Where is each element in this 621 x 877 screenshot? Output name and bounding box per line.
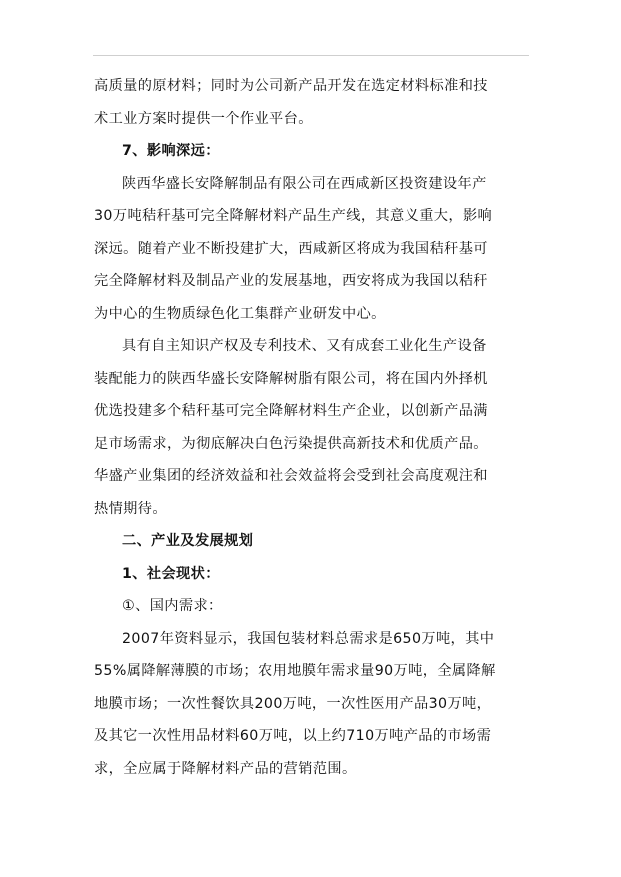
text-line: 地膜市场；一次性餐饮具200万吨，一次性医用产品30万吨， (94, 695, 492, 712)
section-heading-impact: 7、影响深远： (122, 143, 220, 159)
header-rule (93, 55, 529, 56)
text-line: 完全降解材料及制品产业的发展基地，西安将成为我国以秸秆 (94, 273, 488, 289)
subsection-heading-social-status: 1、社会现状： (122, 565, 220, 582)
text-line: 华盛产业集团的经济效益和社会效益将会受到社会高度观注和 (94, 468, 488, 484)
text-line: 具有自主知识产权及专利技术、又有成套工业化生产设备 (122, 338, 487, 354)
text-line: 30万吨秸秆基可完全降解材料产品生产线，其意义重大，影响 (94, 208, 493, 224)
text-line: 术工业方案时提供一个作业平台。 (94, 110, 313, 127)
text-line: 热情期待。 (94, 500, 167, 517)
text-line: 优选投建多个秸秆基可完全降解材料生产企业，以创新产品满 (94, 403, 488, 419)
text-line: 求，全应属于降解材料产品的营销范围。 (94, 760, 357, 777)
text-line: 装配能力的陕西华盛长安降解树脂有限公司，将在国内外择机 (94, 370, 488, 387)
text-line: 为中心的生物质绿色化工集群产业研发中心。 (94, 305, 386, 322)
text-line: 2007年资料显示，我国包装材料总需求是650万吨，其中 (122, 630, 495, 647)
text-line: 足市场需求，为彻底解决白色污染提供高新技术和优质产品。 (94, 435, 488, 452)
text-line: 深远。随着产业不断投建扩大，西咸新区将成为我国秸秆基可 (94, 240, 488, 257)
document-body (94, 70, 534, 785)
text-line: 高质量的原材料；同时为公司新产品开发在选定材料标准和技 (94, 78, 488, 94)
text-line: 陕西华盛长安降解制品有限公司在西咸新区投资建设年产 (122, 175, 487, 192)
subsection-heading-domestic-demand: ①、国内需求： (122, 598, 223, 614)
text-line: 及其它一次性用品材料60万吨，以上约710万吨产品的市场需 (94, 728, 492, 744)
text-line: 55%属降解薄膜的市场；农用地膜年需求量90万吨，全属降解 (94, 663, 496, 679)
section-heading-industry-plan: 二、产业及发展规划 (122, 533, 254, 549)
